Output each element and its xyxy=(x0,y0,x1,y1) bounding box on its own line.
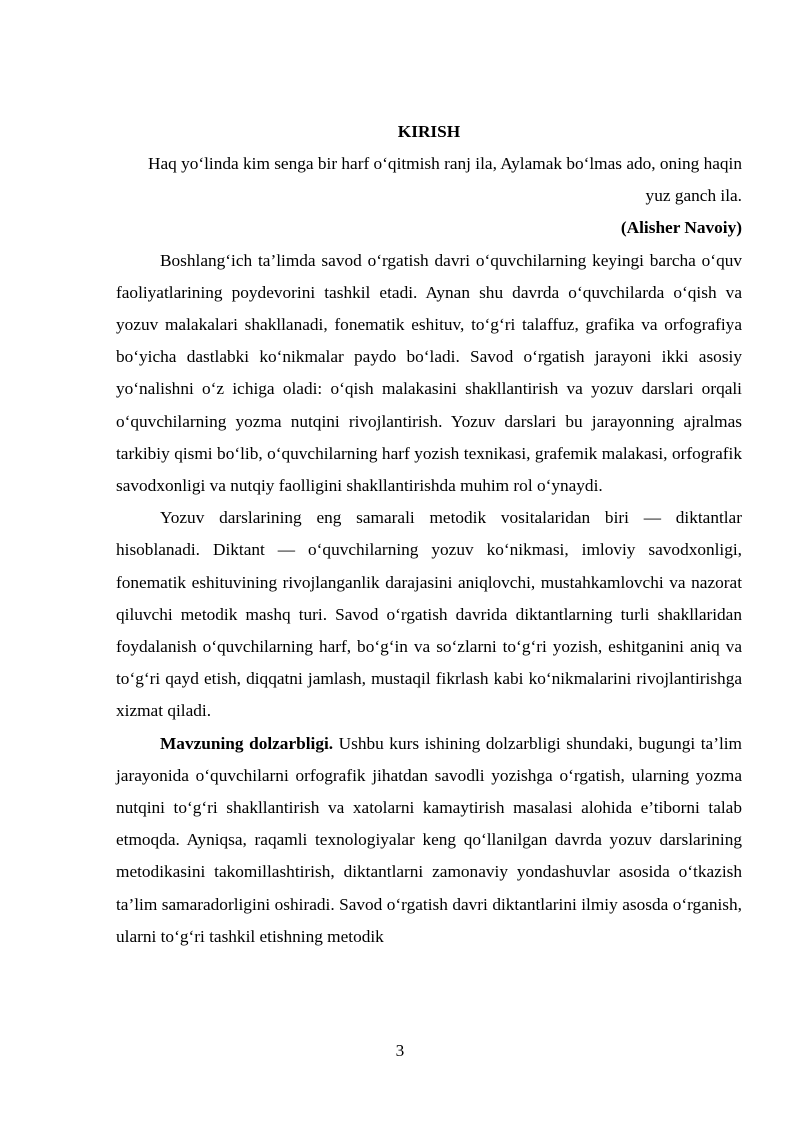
paragraph-2: Yozuv darslarining eng samarali metodik vositalaridan biri — diktantlar hisoblanadi. Diktant — o‘quvchilarning yozuv ko‘nikmasi, imloviy savodxonligi, fonematik eshituvining rivojlanganlik darajasini aniqlovchi, mustahkamlovchi va nazorat qiluvchi metodik mashq turi. Savod o‘rgatish davrida diktantlarning turli shakllaridan foydalanish o‘quvchilarning harf, bo‘g‘in va so‘zlarni to‘g‘ri yozish, eshitganini aniq va to‘g‘ri qayd etish, diqqatni jamlash, mustaqil fikrlash kabi ko‘nikmalarini rivojlantirishga xizmat qiladi. xyxy=(116,508,742,721)
paragraph-3 xyxy=(116,728,742,953)
document-page xyxy=(116,116,742,953)
paragraph-3-lead: Mavzuning dolzarbligi. xyxy=(160,733,334,753)
epigraph-author: (Alisher Navoiy) xyxy=(620,218,742,238)
page-number: 3 xyxy=(395,1041,405,1060)
paragraph-3-text: Ushbu kurs ishining dolzarbligi shundaki, bugungi ta’lim jarayonida o‘quvchilarni orfografik jihatdan savodli yozishga o‘rgatish, ularning yozma nutqini to‘g‘ri shakllantirish va xatolarni kamaytirish masalasi alohida e’tiborni talab etmoqda. Ayniqsa, raqamli texnologiyalar keng qo‘llanilgan davrda yozuv darslarining metodikasini takomillashtirish, diktantlarni zamonaviy yondashuvlar asosida o‘tkazish ta’lim samaradorligini oshiradi. Savod o‘rgatish davri diktantlarini ilmiy asosda o‘rganish, ularni to‘g‘ri tashkil etishning metodik xyxy=(116,733,742,946)
section-heading: KIRISH xyxy=(397,122,461,141)
epigraph-text: Haq yo‘linda kim senga bir harf o‘qitmish ranj ila, Aylamak bo‘lmas ado, oning haqin yuz ganch ila. xyxy=(147,154,742,206)
paragraph-1: Boshlang‘ich ta’limda savod o‘rgatish davri o‘quvchilarning keyingi barcha o‘quv faoliyatlarining poydevorini tashkil etadi. Aynan shu davrda o‘quvchilarda o‘qish va yozuv malakalari shakllanadi, fonematik eshituv, to‘g‘ri talaffuz, grafika va orfografiya bo‘yicha dastlabki ko‘nikmalar paydo bo‘ladi. Savod o‘rgatish jarayoni ikki asosiy yo‘nalishni o‘z ichiga oladi: o‘qish malakasini shakllantirish va yozuv darslari orqali o‘quvchilarning yozma nutqini rivojlantirish. Yozuv darslari bu jarayonning ajralmas tarkibiy qismi bo‘lib, o‘quvchilarning harf yozish texnikasi, grafemik malakasi, orfografik savodxonligi va nutqiy faolligini shakllantirishda muhim rol o‘ynaydi. xyxy=(116,250,742,496)
